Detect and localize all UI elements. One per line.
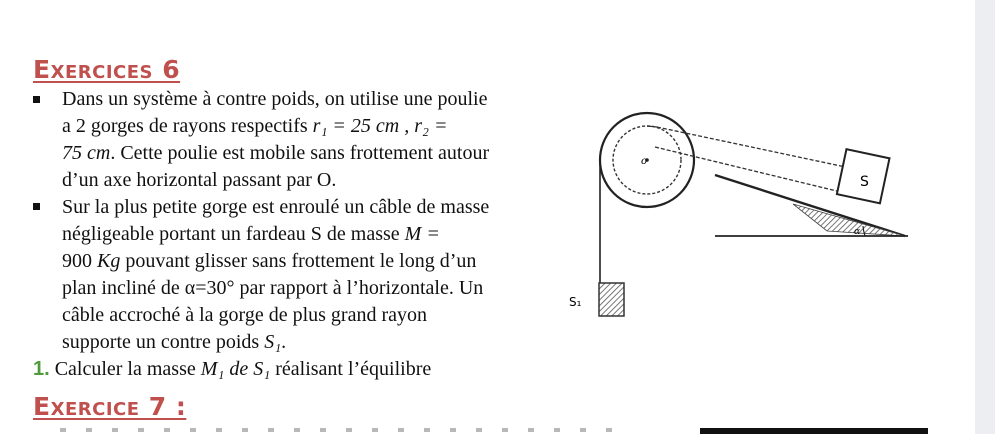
math-s1: S₁ <box>264 331 282 353</box>
text-span: réalisant l’équilibre <box>270 358 432 380</box>
text-line <box>62 329 286 355</box>
text-span: . Cette poulie est mobile sans frottement autour <box>110 142 490 164</box>
cable-upper <box>657 127 855 169</box>
exercise-6-heading: Exercices 6 <box>33 55 181 84</box>
cropped-box-border <box>700 428 928 434</box>
question-1 <box>33 356 431 382</box>
math-s1: S₁ <box>253 358 271 380</box>
text-line <box>62 221 440 247</box>
viewer-side-gutter <box>975 0 995 434</box>
text-line <box>62 140 489 166</box>
text-line <box>62 248 476 274</box>
text-span: Calculer la masse <box>49 358 201 380</box>
text-span: 900 <box>62 250 97 272</box>
text-line <box>62 113 447 139</box>
math-unit: Kg <box>97 250 121 272</box>
math-radii: r₁ = 25 cm , r₂ = <box>312 115 448 137</box>
text-line: Sur la plus petite gorge est enroulé un câble de masse <box>62 196 490 218</box>
block-label: S <box>860 174 869 190</box>
text-line: câble accroché à la gorge de plus grand rayon <box>62 304 428 326</box>
text-span: a 2 gorges de rayons respectifs <box>62 115 313 137</box>
angle-label: α <box>854 227 861 237</box>
bullet-icon <box>33 96 40 103</box>
math-m1: M₁ <box>200 358 225 380</box>
cropped-text-line <box>60 428 620 432</box>
bullet-icon <box>33 203 40 210</box>
incline-hatch <box>793 204 905 236</box>
exercise-7-heading: Exercice 7 : <box>33 392 187 421</box>
counterweight-s1 <box>599 283 624 316</box>
text-span: négligeable portant un fardeau S de masse <box>62 223 405 245</box>
center-label: o <box>641 156 648 167</box>
pulley-diagram <box>565 85 925 330</box>
text-line: Dans un système à contre poids, on utilise une poulie <box>62 88 488 110</box>
text-span: de <box>224 358 254 380</box>
text-span: pouvant glisser sans frottement le long d’un <box>120 250 477 272</box>
text-span: . <box>281 331 287 353</box>
math-mass: M = <box>404 223 440 245</box>
text-line: plan incliné de α=30° par rapport à l’horizontale. Un <box>62 277 484 299</box>
text-span: supporte un contre poids <box>62 331 265 353</box>
math-r2-value: 75 cm <box>62 142 111 164</box>
text-line: d’un axe horizontal passant par O. <box>62 169 337 191</box>
counterweight-label: S₁ <box>569 295 582 309</box>
question-number: 1. <box>33 358 50 380</box>
